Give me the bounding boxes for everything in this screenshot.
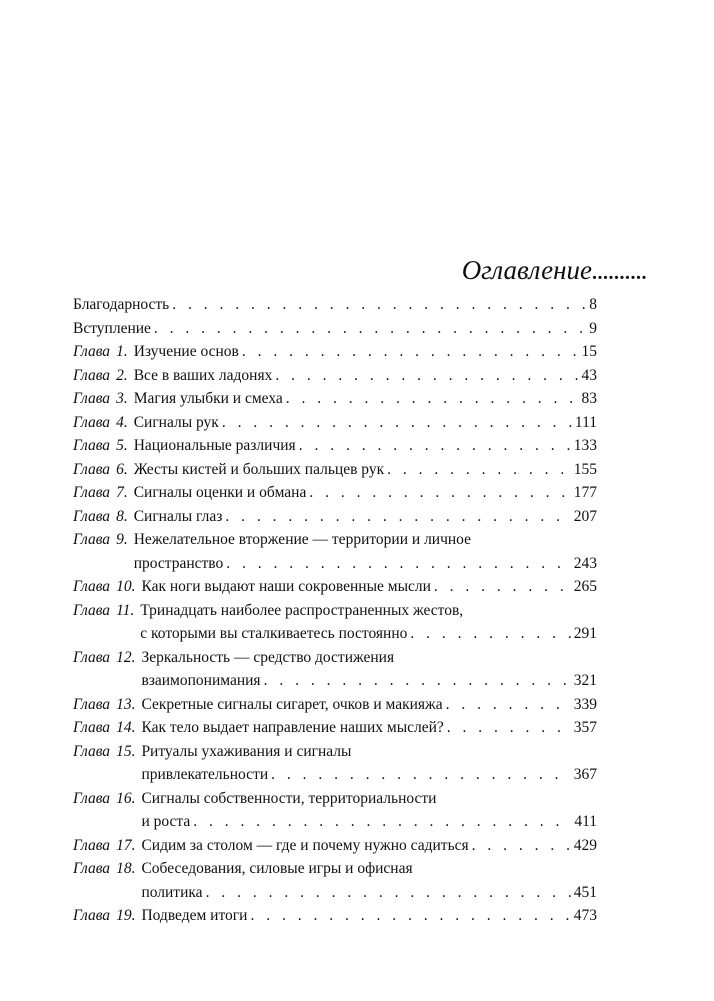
page-number: 339	[573, 695, 597, 713]
dot-leader	[154, 317, 586, 341]
chapter-label	[73, 458, 134, 482]
dot-leader	[275, 364, 578, 388]
chapter-word: Глава	[73, 719, 111, 736]
entry-title-line: Нежелательное вторжение — территории и личное	[133, 531, 472, 548]
entry-title-line: Изучение основ	[133, 343, 239, 360]
chapter-word: Глава	[73, 531, 111, 548]
page-number: 451	[573, 883, 597, 901]
chapter-number: 16.	[116, 789, 136, 807]
page-number: 429	[573, 836, 597, 854]
chapter-label	[73, 834, 141, 858]
chapter-word: Глава	[73, 460, 111, 478]
chapter-number: 10.	[116, 578, 136, 595]
dot-leader	[172, 293, 586, 317]
entry-title-line: Зеркальность — средство достижения	[141, 648, 395, 666]
chapter-word: Глава	[73, 695, 111, 713]
chapter-number: 13.	[116, 695, 136, 713]
chapter-label	[73, 481, 134, 505]
page-number: 367	[573, 766, 597, 783]
toc-entry[interactable]	[73, 293, 597, 317]
dot-leader	[472, 834, 571, 858]
entry-title-line: Магия улыбки и смеха	[133, 390, 283, 407]
page-number: 83	[581, 390, 597, 407]
toc-entry[interactable]	[73, 904, 597, 928]
chapter-word: Глава	[73, 390, 111, 407]
page-number: 265	[573, 578, 597, 595]
dot-leader	[447, 716, 571, 740]
toc-entry[interactable]	[73, 787, 597, 834]
dot-leader	[286, 387, 579, 411]
dot-leader	[271, 763, 571, 787]
toc-entry[interactable]	[73, 575, 597, 599]
entry-title-line: привлекательности	[141, 766, 269, 783]
chapter-number: 5.	[116, 437, 128, 454]
chapter-word: Глава	[73, 578, 111, 595]
page-number: 177	[573, 484, 597, 501]
entry-title-line: Вступление	[73, 319, 151, 337]
chapter-number: 12.	[116, 648, 136, 666]
toc-entry[interactable]	[73, 599, 597, 646]
page-number: 243	[573, 554, 597, 572]
toc-entry[interactable]	[73, 411, 597, 435]
entry-title-line: Собеседования, силовые игры и офисная	[141, 860, 413, 877]
chapter-word: Глава	[73, 343, 111, 360]
chapter-number: 14.	[116, 719, 136, 736]
dot-leader	[299, 434, 571, 458]
chapter-word: Глава	[73, 907, 111, 924]
chapter-number: 9.	[116, 531, 128, 548]
page-number: 8	[589, 296, 597, 313]
entry-title-line: Сидим за столом — где и почему нужно садиться	[141, 836, 469, 854]
entry-title-line: Тринадцать наиболее распространенных жестов,	[140, 601, 464, 619]
chapter-number: 4.	[116, 413, 128, 431]
dot-leader	[222, 411, 572, 435]
entry-title-line: Сигналы собственности, территориальности	[141, 789, 437, 807]
dot-leader	[387, 458, 571, 482]
chapter-number: 11.	[116, 601, 135, 619]
page-number: 411	[574, 813, 597, 830]
toc-entry[interactable]	[73, 317, 597, 341]
toc-heading	[0, 255, 647, 288]
entry-title-line: Подведем итоги	[141, 907, 248, 924]
entry-title-line: Благодарность	[73, 296, 170, 313]
chapter-number: 19.	[116, 907, 136, 924]
table-of-contents	[73, 293, 597, 928]
chapter-word: Глава	[73, 484, 111, 501]
entry-title-line: Жесты кистей и больших пальцев рук	[133, 460, 385, 478]
chapter-label	[73, 340, 134, 364]
dot-leader	[225, 505, 570, 529]
chapter-label	[73, 716, 141, 740]
chapter-word: Глава	[73, 413, 111, 431]
toc-entry[interactable]	[73, 834, 597, 858]
chapter-label	[73, 787, 141, 811]
page-number: 111	[574, 413, 597, 431]
entry-title-line: Сигналы глаз	[133, 507, 223, 525]
chapter-label	[73, 857, 141, 881]
entry-title-line: и роста	[141, 813, 191, 830]
toc-entry[interactable]	[73, 528, 597, 575]
entry-title-line: Сигналы рук	[133, 413, 219, 431]
chapter-number: 3.	[116, 390, 128, 407]
toc-entry[interactable]	[73, 340, 597, 364]
chapter-number: 18.	[116, 860, 136, 877]
chapter-number: 7.	[116, 484, 128, 501]
chapter-word: Глава	[73, 437, 111, 454]
toc-title: Оглавление	[461, 255, 592, 285]
chapter-word: Глава	[73, 789, 111, 807]
toc-entry[interactable]	[73, 646, 597, 693]
chapter-label	[73, 575, 141, 599]
chapter-label	[73, 599, 140, 623]
entry-title-line: политика	[141, 883, 203, 901]
chapter-word: Глава	[73, 836, 111, 854]
chapter-label	[73, 505, 134, 529]
page-number: 155	[573, 460, 597, 478]
chapter-label	[73, 411, 134, 435]
dot-leader	[434, 575, 571, 599]
page-number: 133	[573, 437, 597, 454]
toc-entry[interactable]	[73, 434, 597, 458]
entry-title-line: взаимопонимания	[141, 672, 261, 689]
toc-entry[interactable]	[73, 693, 597, 717]
entry-title-line: Как ноги выдают наши сокровенные мысли	[141, 578, 431, 595]
dot-leader	[309, 481, 570, 505]
entry-title-line: с которыми вы сталкиваетесь постоянно	[140, 625, 408, 642]
entry-title-line: Секретные сигналы сигарет, очков и макияжа	[141, 695, 443, 713]
page-number: 15	[581, 343, 597, 360]
chapter-word: Глава	[73, 601, 111, 619]
toc-entry[interactable]	[73, 458, 597, 482]
chapter-number: 2.	[116, 366, 128, 384]
chapter-number: 8.	[116, 507, 128, 525]
page-number: 357	[573, 719, 597, 736]
toc-entry[interactable]	[73, 387, 597, 411]
page-number: 43	[581, 366, 597, 384]
chapter-label	[73, 364, 134, 388]
chapter-label	[73, 740, 141, 764]
chapter-word: Глава	[73, 507, 111, 525]
entry-title-line: Сигналы оценки и обмана	[133, 484, 307, 501]
chapter-number: 15.	[116, 742, 136, 760]
entry-title-line: Как тело выдает направление наших мыслей?	[141, 719, 444, 736]
page-number: 321	[573, 672, 597, 689]
dot-leader	[242, 340, 579, 364]
entry-title-line: Ритуалы ухаживания и сигналы	[141, 742, 352, 760]
chapter-label	[73, 387, 134, 411]
chapter-label	[73, 434, 134, 458]
toc-entry[interactable]	[73, 857, 597, 904]
chapter-label	[73, 646, 141, 670]
dot-leader	[226, 552, 570, 576]
page-number: 207	[573, 507, 597, 525]
chapter-number: 6.	[116, 460, 128, 478]
chapter-label	[73, 528, 134, 552]
toc-title-dots: ..........	[592, 262, 647, 284]
toc-entry[interactable]	[73, 740, 597, 787]
dot-leader	[193, 810, 571, 834]
page-number: 9	[589, 319, 597, 337]
chapter-number: 1.	[116, 343, 128, 360]
dot-leader	[446, 693, 571, 717]
toc-entry[interactable]	[73, 364, 597, 388]
chapter-word: Глава	[73, 366, 111, 384]
toc-entry[interactable]	[73, 481, 597, 505]
chapter-label	[73, 693, 141, 717]
toc-entry[interactable]	[73, 716, 597, 740]
entry-title-line: пространство	[133, 554, 224, 572]
chapter-number: 17.	[116, 836, 136, 854]
page-number: 291	[573, 625, 597, 642]
chapter-word: Глава	[73, 860, 111, 877]
page-number: 473	[573, 907, 597, 924]
dot-leader	[250, 904, 570, 928]
entry-title-line: Все в ваших ладонях	[133, 366, 273, 384]
dot-leader	[410, 622, 570, 646]
toc-entry[interactable]	[73, 505, 597, 529]
entry-title-line: Национальные различия	[133, 437, 296, 454]
chapter-label	[73, 904, 141, 928]
dot-leader	[264, 669, 571, 693]
dot-leader	[206, 881, 571, 905]
chapter-word: Глава	[73, 648, 111, 666]
chapter-word: Глава	[73, 742, 111, 760]
